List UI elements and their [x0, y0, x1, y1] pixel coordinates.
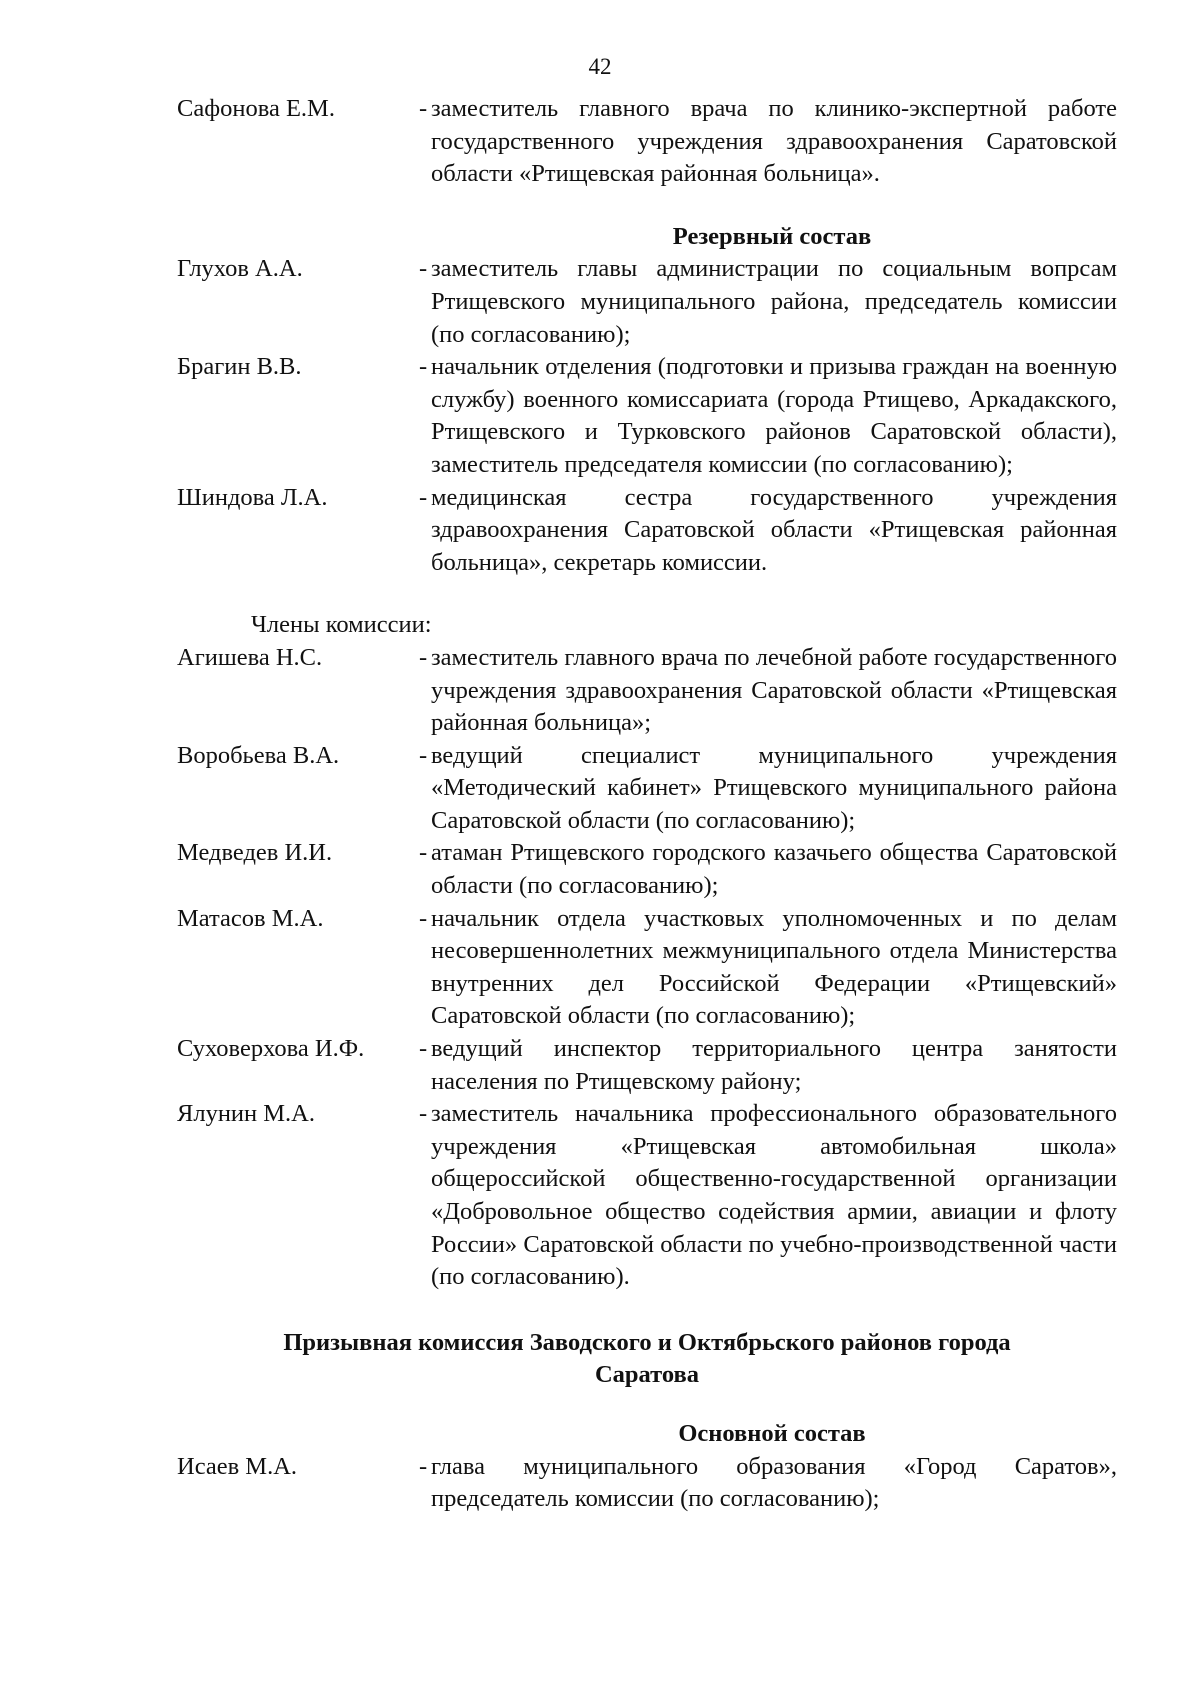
member-entry	[177, 1098, 1117, 1294]
spacer	[177, 191, 1117, 221]
member-description: заместитель главного врача по клинико-экспертной работе государственного учреждения здравоохранения Саратовской области «Ртищевская районная больница».	[431, 95, 1117, 188]
spacer	[177, 1294, 1117, 1327]
member-description: атаман Ртищевского городского казачьего общества Саратовской области (по согласованию);	[431, 839, 1117, 900]
entry-dash: -	[419, 904, 428, 932]
entry-dash: -	[419, 643, 428, 671]
page-number: 42	[588, 54, 612, 79]
entry-dash: -	[419, 741, 428, 769]
entry-dash: -	[419, 1035, 428, 1063]
member-description: глава муниципального образования «Город Саратов», председатель комиссии (по согласованию);	[431, 1452, 1117, 1513]
member-name: Брагин В.В.	[177, 353, 302, 381]
member-description: заместитель главы администрации по социальным вопрсам Ртищевского муниципального района, председатель комиссии (по согласованию);	[431, 255, 1117, 348]
entry-dash: -	[419, 255, 428, 283]
entry-dash: -	[419, 483, 428, 511]
member-name: Матасов М.А.	[177, 904, 324, 932]
member-name: Исаев М.А.	[177, 1452, 298, 1480]
member-name: Сафонова Е.М.	[177, 95, 335, 122]
spacer	[177, 1392, 1117, 1418]
member-entry	[177, 482, 1117, 580]
member-entry	[177, 740, 1117, 838]
member-name: Глухов А.А.	[177, 255, 303, 283]
member-name: Шиндова Л.А.	[177, 483, 328, 511]
entry-dash: -	[419, 1100, 428, 1128]
member-description: начальник отдела участковых уполномоченных и по делам несовершеннолетних межмуниципального отдела Министерства внутренних дел Российской Федерации «Ртищевский» Саратовской области (по согласованию);	[431, 904, 1117, 1030]
member-description: начальник отделения (подготовки и призыва граждан на военную службу) военного комиссариата (города Ртищево, Аркадакского, Ртищевского и Турковского районов Саратовской области), заместитель председателя комиссии (по согласованию);	[431, 353, 1117, 478]
commission-title	[177, 1327, 1117, 1392]
member-entry	[177, 1033, 1117, 1098]
member-entry	[177, 837, 1117, 902]
entry-dash: -	[419, 1452, 428, 1480]
entry-dash: -	[419, 353, 428, 381]
member-entry	[177, 253, 1117, 351]
entry-dash: -	[419, 839, 428, 867]
member-entry	[177, 351, 1117, 481]
member-description: медицинская сестра государственного учреждения здравоохранения Саратовской области «Ртищевская районная больница», секретарь комиссии.	[431, 483, 1117, 576]
main-section-title: Основной состав	[678, 1419, 866, 1447]
member-name: Воробьева В.А.	[177, 741, 340, 769]
member-entry	[177, 1451, 1117, 1516]
member-entry	[177, 93, 1117, 191]
commission-title-line: Саратова	[594, 1361, 700, 1389]
member-description: ведущий специалист муниципального учреждения «Методический кабинет» Ртищевского муниципального района Саратовской области (по согласованию);	[431, 741, 1117, 834]
member-description: заместитель главного врача по лечебной работе государственного учреждения здравоохранения Саратовской области «Ртищевская районная больница»;	[431, 643, 1117, 737]
reserve-section-title: Резервный состав	[672, 222, 872, 250]
commission-title-line: Призывная комиссия Заводского и Октябрьского районов города	[283, 1328, 1011, 1356]
entry-dash: -	[419, 95, 428, 122]
member-name: Ялунин М.А.	[177, 1100, 316, 1128]
document-body	[177, 93, 1117, 1516]
member-description: заместитель начальника профессионального образовательного учреждения «Ртищевская автомобильная школа» общероссийской общественно-государственной организации «Добровольное общество содействия армии, авиации и флоту России» Саратовской области по учебно-производственной части (по согласованию).	[431, 1100, 1117, 1291]
spacer	[177, 579, 1117, 609]
member-entry	[177, 903, 1117, 1033]
members-label: Члены комиссии:	[251, 611, 432, 639]
member-name: Суховерхова И.Ф.	[177, 1035, 365, 1063]
member-name: Агишева Н.С.	[177, 643, 323, 671]
member-entry	[177, 642, 1117, 740]
member-name: Медведев И.И.	[177, 839, 333, 867]
member-description: ведущий инспектор территориального центра занятости населения по Ртищевскому району;	[431, 1035, 1117, 1095]
